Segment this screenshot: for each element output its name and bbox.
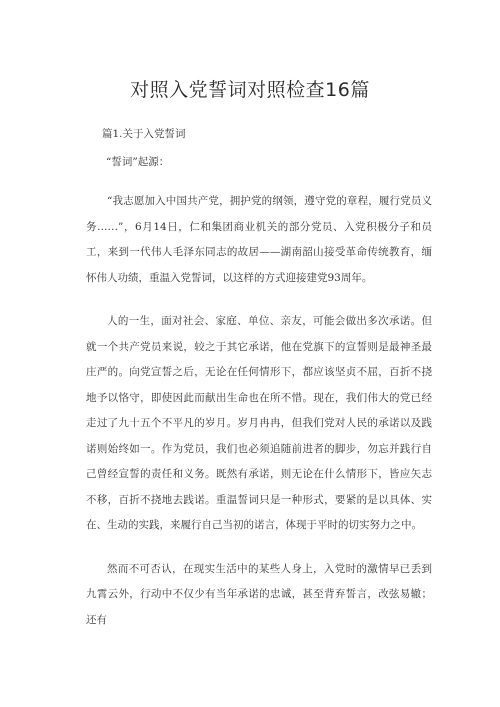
document-title: 对照入党誓词对照检查16篇: [130, 79, 370, 101]
paragraph-reality: 然而不可否认，在现实生活中的某些人身上，入党时的激情早已丢到九霄云外，行动中不仅少有当年承诺的忠诚，甚至背弃誓言，改弦易辙；还有: [86, 562, 432, 626]
paragraph-commitment: 人的一生，面对社会、家庭、单位、亲友，可能会做出多次承诺。但就一个共产党员来说，较之于其它承诺，他在党旗下的宣誓则是最神圣最庄严的。向党宣誓之后，无论在任何情形下，都应该坚贞不屈，百折不挠地予以恪守，即使因此而献出生命也在所不惜。现在，我们伟大的党已经走过了九十五个不平凡的岁月。岁月冉冉，但我们党对人民的承诺以及践诺则始终如一。作为党员，我们也必须追随前进者的脚步，勿忘并践行自己曾经宣誓的责任和义务。既然有承诺，则无论在什么情形下，皆应矢志不移，百折不挠地去践诺。重温誓词只是一种形式，要紧的是以具体、实在、生动的实践，来履行自己当初的诺言，体现于平时的切实努力之中。: [86, 315, 432, 531]
paragraph-oath: “我志愿加入中国共产党，拥护党的纲领，遵守党的章程，履行党员义务……”，6月14日，仁和集团商业机关的部分党员、入党积极分子和员工，来到一代伟人毛泽东同志的故居——湖南韶山接受革命传统教育，缅怀伟人功绩，重温入党誓词，以这样的方式迎接建党93周年。: [86, 195, 432, 284]
quote-label: “誓词”起源：: [106, 156, 170, 168]
section-heading: 篇1.关于入党誓词: [102, 128, 186, 140]
